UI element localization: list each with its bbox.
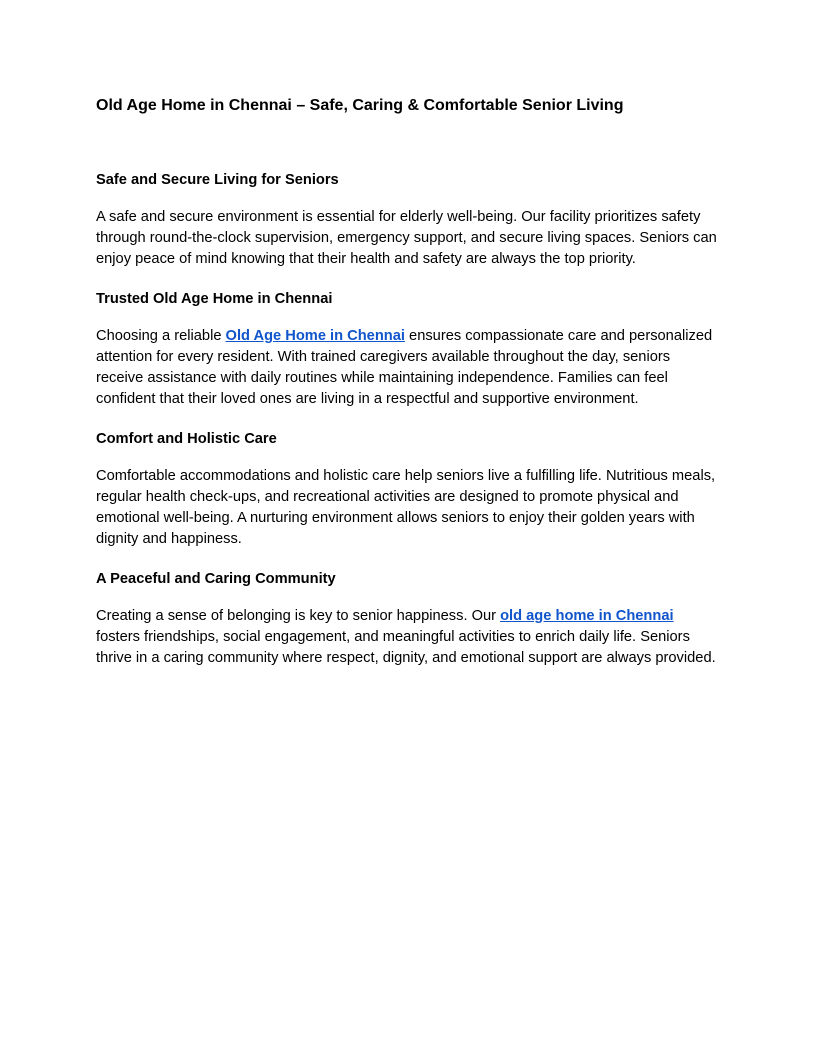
section-heading-community: A Peaceful and Caring Community	[96, 571, 336, 587]
paragraph-text-before-link: Choosing a reliable	[96, 328, 226, 344]
page-title: Old Age Home in Chennai – Safe, Caring & Comfortable Senior Living	[96, 97, 624, 114]
section-heading-safe-secure: Safe and Secure Living for Seniors	[96, 172, 339, 188]
section-paragraph-safe-secure: A safe and secure environment is essential for elderly well-being. Our facility prioritizes safety through round-the-clock supervision, emergency support, and secure living spaces. Seniors can enjoy peace of mind knowing that their health and safety are always the top priority.	[96, 209, 717, 267]
section-heading-comfort-care: Comfort and Holistic Care	[96, 431, 277, 447]
section-paragraph-trusted-home	[96, 326, 720, 410]
old-age-home-link-community[interactable]: old age home in Chennai	[500, 608, 674, 624]
old-age-home-link[interactable]: Old Age Home in Chennai	[225, 328, 405, 344]
section-heading-trusted-home: Trusted Old Age Home in Chennai	[96, 291, 333, 307]
document-page	[96, 95, 720, 669]
paragraph-text-before-link: Creating a sense of belonging is key to senior happiness. Our	[96, 608, 501, 624]
paragraph-text-after-link: fosters friendships, social engagement, and meaningful activities to enrich daily life. Seniors thrive in a caring community where respect, dignity, and emotional support are always provided.	[96, 629, 716, 666]
section-paragraph-community	[96, 606, 720, 669]
paragraph-text-after-link: ensures compassionate care and personalized attention for every resident. With trained caregivers available throughout the day, seniors receive assistance with daily routines while maintaining independence. Families can feel confident that their loved ones are living in a respectful and supportive environment.	[96, 328, 713, 407]
section-paragraph-comfort-care: Comfortable accommodations and holistic care help seniors live a fulfilling life. Nutritious meals, regular health check-ups, and recreational activities are designed to promote physical and emotional well-being. A nurturing environment allows seniors to enjoy their golden years with dignity and happiness.	[96, 468, 716, 547]
